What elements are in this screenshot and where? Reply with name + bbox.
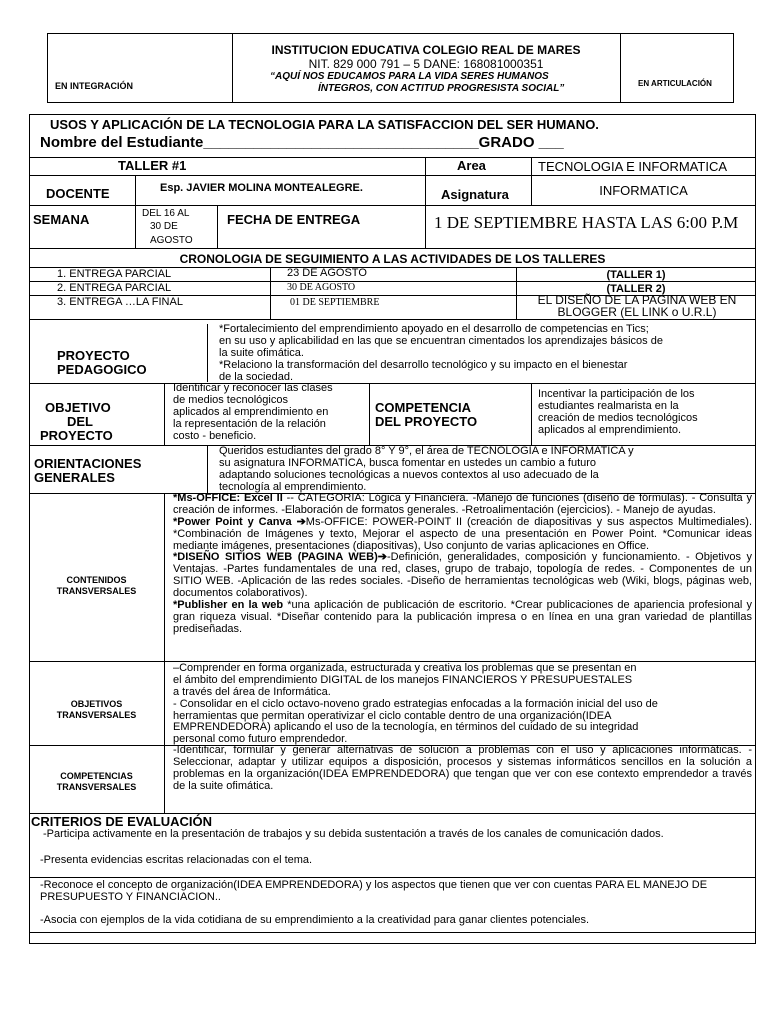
objetivos-t-line: herramientas que permitan operativizar el ciclo contable dentro de una organización(IDEA bbox=[173, 709, 612, 722]
objetivo-label-2: DEL bbox=[67, 414, 93, 429]
competencia-label-2: DEL PROYECTO bbox=[375, 414, 478, 429]
objetivo-label-1: OBJETIVO bbox=[45, 400, 111, 415]
criterio-item-2: -Presenta evidencias escritas relacionadas con el tema. bbox=[40, 854, 313, 866]
excel-text: -- CATEGORIA: Lógica y Financiera. -Manejo de funciones (diseño de fórmulas). - Consulta y creación de informes. -Elaboración de formatos generales. -Retroalimentación (ejercicios). - Manejo de ayudas. bbox=[173, 492, 752, 516]
orientaciones-line: su asignatura INFORMATICA, busca fomentar en ustedes un cambio a futuro bbox=[219, 456, 597, 469]
proyecto-line: *Fortalecimiento del emprendimiento apoyado en el desarrollo de competencias en Tics; bbox=[219, 323, 649, 335]
row-line-bottom-inner bbox=[29, 932, 756, 933]
competencia-line: estudiantes realmarista en la bbox=[538, 399, 679, 412]
docente-value: Esp. JAVIER MOLINA MONTEALEGRE. bbox=[160, 182, 363, 194]
objetivos-t-line: - Consolidar en el ciclo octavo-noveno grado estrategias enfocadas a la formación inicial del uso de bbox=[173, 697, 658, 710]
objetivo-line: de medios tecnológicos bbox=[173, 393, 288, 406]
asignatura-label: Asignatura bbox=[441, 187, 509, 202]
publisher-text: *una aplicación de publicación de escritorio. *Crear publicaciones de apariencia profesional y gran riqueza visual. *Diseñar contenido para la publicación impresa o en línea en una gran variedad de plantillas prediseñadas. bbox=[173, 598, 752, 635]
row-line-criterios-2 bbox=[29, 877, 756, 878]
competencia-line: Incentivar la participación de los bbox=[538, 388, 695, 400]
ppt-heading: *Power Point y Canva bbox=[173, 515, 292, 528]
crono-row-1-taller: (TALLER 1) bbox=[606, 269, 666, 281]
crono-row-2-taller: (TALLER 2) bbox=[606, 283, 666, 295]
articulation-label: EN ARTICULACIÓN bbox=[638, 79, 712, 88]
integration-label: EN INTEGRACIÓN bbox=[55, 81, 134, 91]
area-label: Area bbox=[457, 158, 486, 173]
cronologia-title: CRONOLOGIA DE SEGUIMIENTO A LAS ACTIVIDADES DE LOS TALLERES bbox=[179, 252, 606, 266]
objetivos-t-text bbox=[173, 663, 752, 746]
objetivo-divider-1 bbox=[164, 383, 165, 445]
semana-divider-1 bbox=[135, 205, 136, 248]
arrow-right-icon: ➔ bbox=[377, 551, 387, 564]
crono-row-3-taller: EL DISEÑO DE LA PAGINA WEB EN BLOGGER (EL LINK o U.R.L) bbox=[537, 293, 737, 319]
institution-nit: NIT. 829 000 791 – 5 DANE: 168081000351 bbox=[308, 57, 544, 71]
student-name-line: Nombre del Estudiante_________________________________GRADO ___ bbox=[40, 134, 564, 151]
header-divider-right bbox=[620, 33, 621, 103]
semana-divider-2 bbox=[217, 205, 218, 248]
motto-line-1: “AQUÍ NOS EDUCAMOS PARA LA VIDA SERES HUMANOS bbox=[270, 71, 549, 82]
excel-heading: *Ms-OFFICE: Excel II bbox=[173, 492, 283, 504]
semana-value-3: AGOSTO bbox=[150, 235, 193, 246]
web-text: -Definición, generalidades, composición y funcionamiento. - Objetivos y Ventajas. -Partes fundamentales de una red, clases, grupo de trabajo, topología de redes. - Componentes de un SITIO WEB. -Aplicación de las redes sociales. -Diseño de herramientas tecnológicas web (Wiki, blogs, páginas web, documentos colaborativos). bbox=[173, 551, 752, 599]
contenidos-label-2: TRANSVERSALES bbox=[56, 586, 137, 596]
crono-row-1-label: 1. ENTREGA PARCIAL bbox=[57, 268, 172, 280]
orientaciones-label-2: GENERALES bbox=[34, 470, 115, 485]
row-line-objetivo bbox=[29, 383, 756, 384]
objetivos-t-label-1: OBJETIVOS bbox=[70, 699, 123, 709]
semana-divider-3 bbox=[425, 205, 426, 248]
orientaciones-divider bbox=[207, 445, 208, 493]
ppt-text: Ms-OFFICE: POWER-POINT II (creación de diapositivas y sus aspectos Multimediales). *Combinación de Imágenes y texto, Mejorar el aspecto de una presentación en Power Point. *Comunicar ideas mediante imágenes, presentaciones (diapositivas), Uso conjunto de varias aplicaciones en Office. bbox=[173, 515, 753, 552]
institution-name: INSTITUCION EDUCATIVA COLEGIO REAL DE MARES bbox=[271, 43, 581, 57]
competencias-t-label-2: TRANSVERSALES bbox=[56, 782, 137, 792]
criterio-item-3: -Reconoce el concepto de organización(IDEA EMPRENDEDORA) y los aspectos que tienen que ver con cuentas PARA EL MANEJO DE PRESUPUESTO Y FINANCIACION.. bbox=[40, 879, 708, 903]
objetivo-line: costo - beneficio. bbox=[173, 429, 257, 442]
competencia-line: aplicados al emprendimiento. bbox=[538, 423, 682, 436]
asignatura-value: INFORMATICA bbox=[599, 183, 688, 198]
docente-label: DOCENTE bbox=[46, 186, 110, 201]
taller-divider-2 bbox=[531, 157, 532, 175]
objetivo-divider-2 bbox=[369, 383, 370, 445]
competencia-line: creación de medios tecnológicos bbox=[538, 411, 698, 424]
competencias-t-text: -Identificar, formular y generar alternativas de solución a problemas con el uso y aplicaciones informáticas. - Seleccionar, adaptar y utilizar equipos a disposición, procesos y sistemas informáticos sencillos en la solución a problemas en la organización(IDEA EMPRENDEDORA) que tengan que ver con ese contexto emprendedor a través de la suite ofimática. bbox=[173, 744, 752, 792]
publisher-heading: *Publisher en la web bbox=[173, 598, 284, 611]
fecha-value: 1 DE SEPTIEMBRE HASTA LAS 6:00 P.M bbox=[434, 213, 739, 232]
objetivos-t-label-2: TRANSVERSALES bbox=[56, 710, 137, 720]
criterio-item-4: -Asocia con ejemplos de la vida cotidiana de su emprendimiento a la creatividad para ganar clientes potenciales. bbox=[40, 914, 590, 926]
row-line-semana bbox=[29, 205, 756, 206]
proyecto-label-2: PEDAGOGICO bbox=[57, 362, 147, 377]
crono-row-3-label: 3. ENTREGA …LA FINAL bbox=[57, 296, 183, 308]
proyecto-line: de la sociedad. bbox=[219, 370, 293, 383]
objetivo-text bbox=[173, 383, 368, 442]
competencias-t-divider bbox=[164, 745, 165, 813]
orientaciones-line: Queridos estudiantes del grado 8° Y 9°, el área de TECNOLOGIA e INFORMATICA y bbox=[219, 445, 634, 457]
contenidos-text bbox=[173, 493, 752, 636]
taller-number: TALLER #1 bbox=[118, 158, 187, 173]
fecha-label: FECHA DE ENTREGA bbox=[227, 212, 361, 227]
objetivo-line: la representación de la relación bbox=[173, 417, 326, 430]
crono-row-3-date: 01 DE SEPTIEMBRE bbox=[290, 297, 380, 308]
objetivo-divider-3 bbox=[531, 383, 532, 445]
orientaciones-line: adaptando soluciones tecnológicas a nuevos contextos al uso adecuado de la bbox=[219, 468, 599, 481]
objetivos-t-line: a través del área de Informática. bbox=[173, 685, 331, 698]
objetivos-t-line: el ámbito del emprendimiento DIGITAL de los manejos FINANCIEROS Y PRESUPUESTALES bbox=[173, 673, 633, 686]
proyecto-line: en su uso y aplicabilidad en las que se encuentran cimentados los aprendizajes básicos de bbox=[219, 334, 663, 347]
objetivos-t-line: EMPRENDEDORA) aplicando el uso de la tecnología, en términos del cuidado de su integridad bbox=[173, 721, 639, 734]
row-line-crono bbox=[29, 248, 756, 249]
form-title: USOS Y APLICACIÓN DE LA TECNOLOGIA PARA LA SATISFACCION DEL SER HUMANO. bbox=[50, 117, 599, 132]
competencia-text bbox=[538, 389, 753, 437]
crono-row-2-label: 2. ENTREGA PARCIAL bbox=[57, 282, 172, 294]
semana-label: SEMANA bbox=[33, 212, 90, 227]
docente-divider-2 bbox=[425, 175, 426, 205]
row-line-docente bbox=[29, 175, 756, 176]
criterio-item-1: -Participa activamente en la presentación de trabajos y su debida sustentación a través de los canales de comunicación dados. bbox=[43, 828, 664, 840]
contenidos-label-1: CONTENIDOS bbox=[66, 575, 127, 585]
motto-line-2: ÍNTEGROS, CON ACTITUD PROGRESISTA SOCIAL” bbox=[318, 83, 565, 94]
row-line-proyecto bbox=[29, 319, 756, 320]
objetivo-line: Identificar y reconocer las clases bbox=[173, 382, 333, 394]
crono-divider-1 bbox=[270, 267, 271, 319]
competencia-label-1: COMPETENCIA bbox=[375, 400, 472, 415]
criterios-title: CRITERIOS DE EVALUACIÓN bbox=[31, 814, 213, 829]
proyecto-line: *Relaciono la transformación del desarrollo tecnológico y su impacto en el bienestar bbox=[219, 358, 628, 371]
semana-value-1: DEL 16 AL bbox=[142, 208, 190, 219]
area-value: TECNOLOGIA E INFORMATICA bbox=[538, 159, 728, 174]
objetivos-t-line: personal como futuro emprendedor. bbox=[173, 733, 348, 746]
proyecto-label-1: PROYECTO bbox=[57, 348, 130, 363]
semana-value-2: 30 DE bbox=[150, 221, 178, 232]
objetivos-t-line: –Comprender en forma organizada, estructurada y creativa los problemas que se presentan en bbox=[173, 662, 637, 674]
objetivo-line: aplicados al emprendimiento en bbox=[173, 405, 329, 418]
arrow-right-icon: ➔ bbox=[296, 515, 306, 528]
contenidos-divider bbox=[164, 493, 165, 661]
competencias-t-label-1: COMPETENCIAS bbox=[60, 771, 133, 781]
objetivos-t-divider bbox=[164, 661, 165, 745]
proyecto-divider bbox=[207, 324, 208, 382]
orientaciones-text bbox=[219, 446, 754, 494]
crono-row-1-date: 23 DE AGOSTO bbox=[287, 267, 367, 279]
web-heading: *DISEÑO SITIOS WEB (PAGINA WEB) bbox=[173, 551, 378, 564]
taller-divider-1 bbox=[425, 157, 426, 175]
proyecto-line: la suite ofimática. bbox=[219, 346, 304, 359]
orientaciones-line: tecnología al emprendimiento. bbox=[219, 480, 367, 493]
crono-row-2-date: 30 DE AGOSTO bbox=[287, 282, 356, 293]
proyecto-text bbox=[219, 324, 754, 383]
docente-divider-1 bbox=[135, 175, 136, 205]
objetivo-label-3: PROYECTO bbox=[40, 428, 113, 443]
orientaciones-label-1: ORIENTACIONES bbox=[34, 456, 142, 471]
